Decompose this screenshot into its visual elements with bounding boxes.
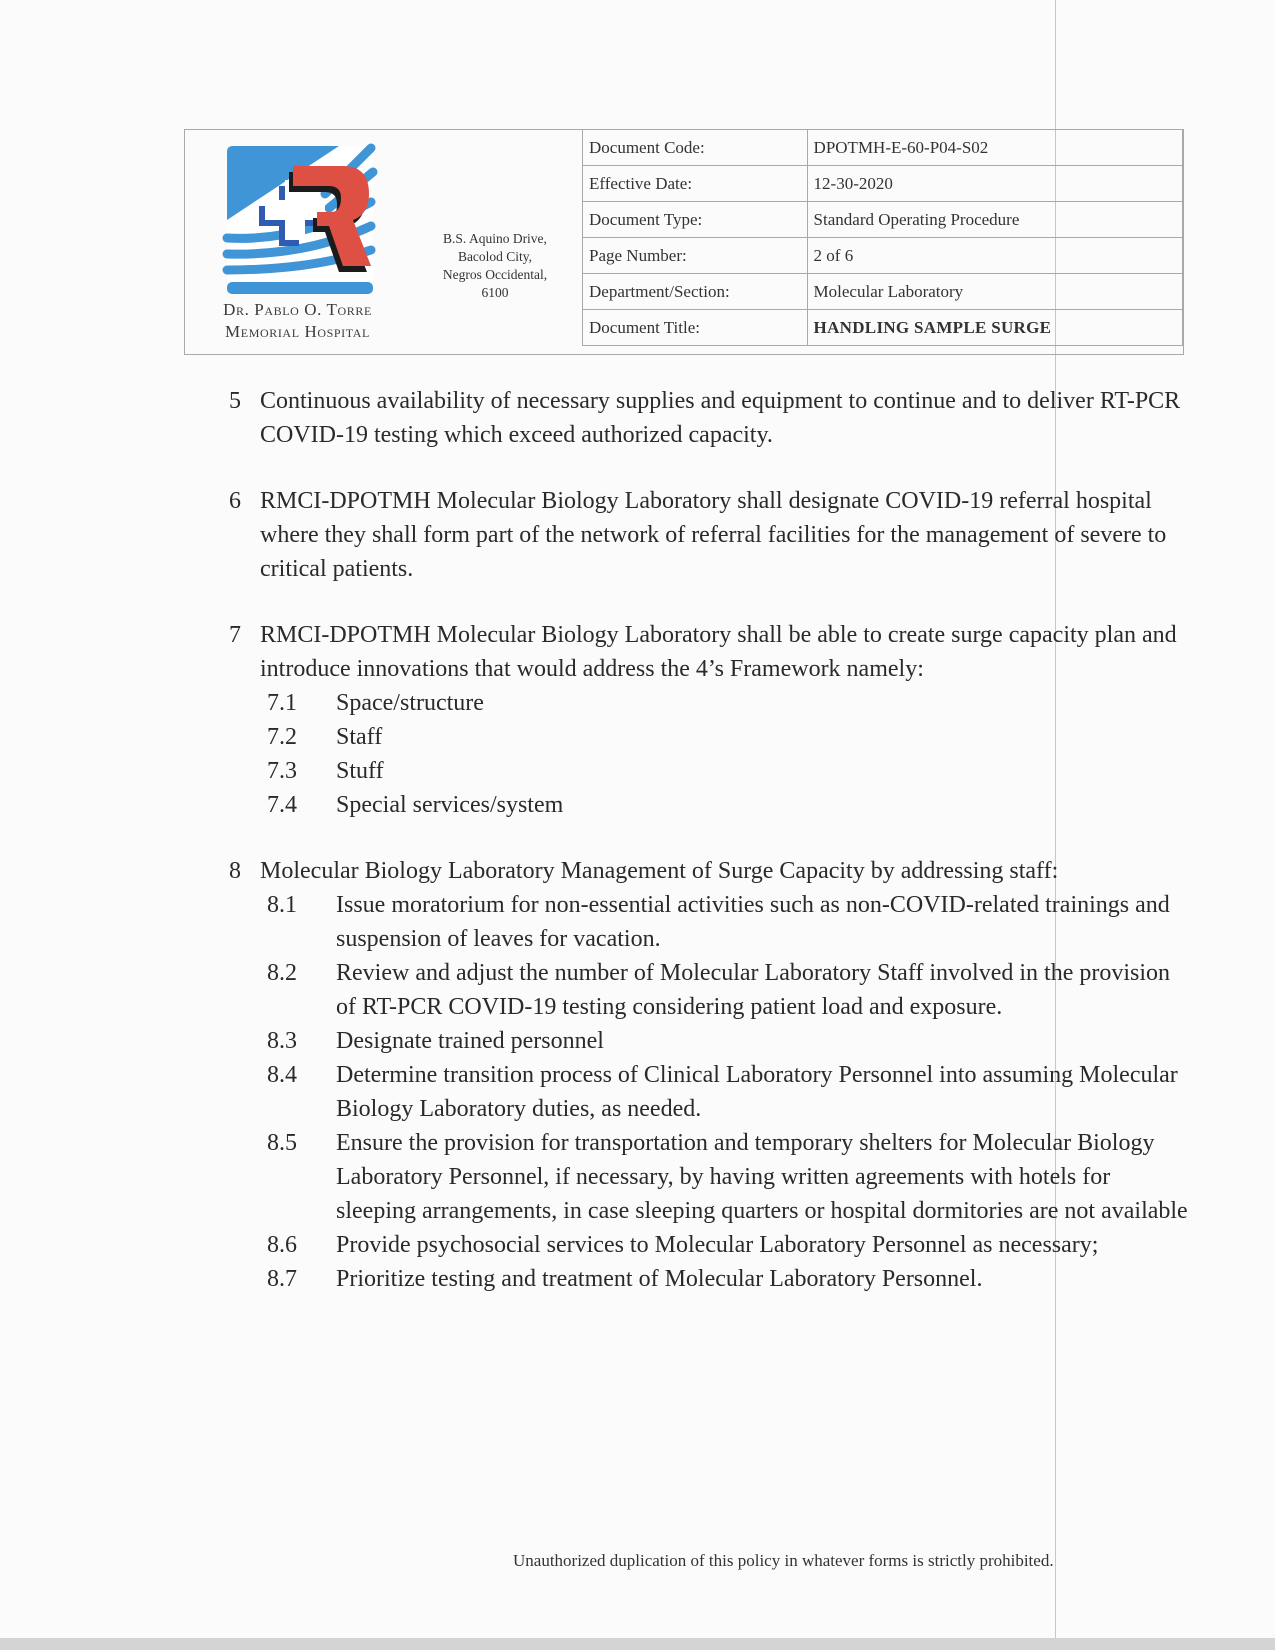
meta-row-effective-date bbox=[583, 166, 1183, 202]
sub-item bbox=[229, 1024, 1189, 1058]
sub-item-text: Issue moratorium for non-essential activities such as non-COVID-related trainings and suspension of leaves for vacation. bbox=[336, 892, 1170, 952]
meta-row-document-type bbox=[583, 202, 1183, 238]
item-text: Continuous availability of necessary supplies and equipment to continue and to deliver RT-PCR COVID-19 testing which exceed authorized capacity. bbox=[260, 388, 1181, 448]
page-bottom-edge bbox=[0, 1638, 1275, 1650]
sub-item-text: Provide psychosocial services to Molecular Laboratory Personnel as necessary; bbox=[336, 1232, 1099, 1258]
sub-item-number: 8.7 bbox=[267, 1266, 297, 1292]
sub-item-number: 8.1 bbox=[267, 892, 297, 918]
sub-item-number: 7.2 bbox=[267, 724, 297, 750]
meta-value: 2 of 6 bbox=[807, 238, 1182, 274]
meta-row-page-number bbox=[583, 238, 1183, 274]
list-item-7 bbox=[229, 618, 1189, 686]
sub-item-number: 7.1 bbox=[267, 690, 297, 716]
item-text: Molecular Biology Laboratory Management of Surge Capacity by addressing staff: bbox=[260, 858, 1059, 884]
procedure-content bbox=[229, 384, 1189, 1296]
list-item-6 bbox=[229, 484, 1189, 586]
sub-item bbox=[229, 788, 1189, 822]
item-number: 5 bbox=[229, 388, 241, 414]
document-title: HANDLING SAMPLE SURGE bbox=[807, 310, 1182, 346]
sub-item-text: Special services/system bbox=[336, 792, 564, 818]
item-text: RMCI-DPOTMH Molecular Biology Laboratory shall designate COVID-19 referral hospital where they shall form part of the network of referral facilities for the management of severe to critical patients. bbox=[260, 488, 1167, 582]
meta-value: Standard Operating Procedure bbox=[807, 202, 1182, 238]
sub-item-number: 7.3 bbox=[267, 758, 297, 784]
list-item-5 bbox=[229, 384, 1189, 452]
address-line: B.S. Aquino Drive, bbox=[443, 231, 547, 246]
sub-item-text: Ensure the provision for transportation and temporary shelters for Molecular Biology Laboratory Personnel, if necessary, by having written agreements with hotels for sleeping arrangements, in case sleeping quarters or hospital dormitories are not available bbox=[336, 1130, 1188, 1224]
sub-item-number: 7.4 bbox=[267, 792, 297, 818]
address-line: Bacolod City, bbox=[457, 249, 533, 264]
sub-item-number: 8.4 bbox=[267, 1062, 297, 1088]
sub-item bbox=[229, 1262, 1189, 1296]
meta-label: Document Code: bbox=[583, 130, 808, 166]
sub-item-number: 8.2 bbox=[267, 960, 297, 986]
meta-label: Effective Date: bbox=[583, 166, 808, 202]
hospital-name-line-2: Memorial Hospital bbox=[225, 322, 370, 341]
item-number: 6 bbox=[229, 488, 241, 514]
item-text: RMCI-DPOTMH Molecular Biology Laboratory shall be able to create surge capacity plan and introduce innovations that would address the 4’s Framework namely: bbox=[260, 622, 1177, 682]
sub-item-text: Space/structure bbox=[336, 690, 484, 716]
sub-item bbox=[229, 956, 1189, 1024]
meta-value: 12-30-2020 bbox=[807, 166, 1182, 202]
hospital-address bbox=[405, 230, 585, 302]
meta-value: DPOTMH-E-60-P04-S02 bbox=[807, 130, 1182, 166]
address-line: Negros Occidental, bbox=[442, 267, 548, 282]
meta-label: Page Number: bbox=[583, 238, 808, 274]
hospital-name bbox=[185, 299, 410, 343]
sub-item-text: Designate trained personnel bbox=[336, 1028, 604, 1054]
list-item-8 bbox=[229, 854, 1189, 888]
footer-notice: Unauthorized duplication of this policy in whatever forms is strictly prohibited. bbox=[513, 1551, 1054, 1570]
sub-item-text: Staff bbox=[336, 724, 383, 750]
address-line: 6100 bbox=[481, 285, 509, 300]
sub-item bbox=[229, 720, 1189, 754]
sub-item-text: Review and adjust the number of Molecular Laboratory Staff involved in the provision of RT-PCR COVID-19 testing considering patient load and exposure. bbox=[336, 960, 1171, 1020]
hospital-name-line-1: Dr. Pablo O. Torre bbox=[223, 300, 372, 319]
sub-item-number: 8.3 bbox=[267, 1028, 297, 1054]
sub-item bbox=[229, 754, 1189, 788]
sub-item bbox=[229, 1126, 1189, 1228]
sub-item-text: Stuff bbox=[336, 758, 384, 784]
sub-item bbox=[229, 686, 1189, 720]
meta-label: Department/Section: bbox=[583, 274, 808, 310]
meta-label: Document Type: bbox=[583, 202, 808, 238]
document-header bbox=[184, 129, 1184, 355]
document-meta-table bbox=[582, 129, 1183, 346]
sub-item bbox=[229, 1058, 1189, 1126]
item-number: 8 bbox=[229, 858, 241, 884]
item-number: 7 bbox=[229, 622, 241, 648]
sub-item bbox=[229, 888, 1189, 956]
sub-item-number: 8.5 bbox=[267, 1130, 297, 1156]
meta-label: Document Title: bbox=[583, 310, 808, 346]
sub-item-text: Determine transition process of Clinical Laboratory Personnel into assuming Molecular Biology Laboratory duties, as needed. bbox=[336, 1062, 1178, 1122]
meta-row-document-title bbox=[583, 310, 1183, 346]
sub-item bbox=[229, 1228, 1189, 1262]
meta-value: Molecular Laboratory bbox=[807, 274, 1182, 310]
meta-row-document-code bbox=[583, 130, 1183, 166]
logo-cell bbox=[185, 130, 582, 354]
sub-item-text: Prioritize testing and treatment of Molecular Laboratory Personnel. bbox=[336, 1266, 983, 1292]
sub-item-number: 8.6 bbox=[267, 1232, 297, 1258]
meta-row-department bbox=[583, 274, 1183, 310]
hospital-logo-icon bbox=[221, 142, 381, 296]
